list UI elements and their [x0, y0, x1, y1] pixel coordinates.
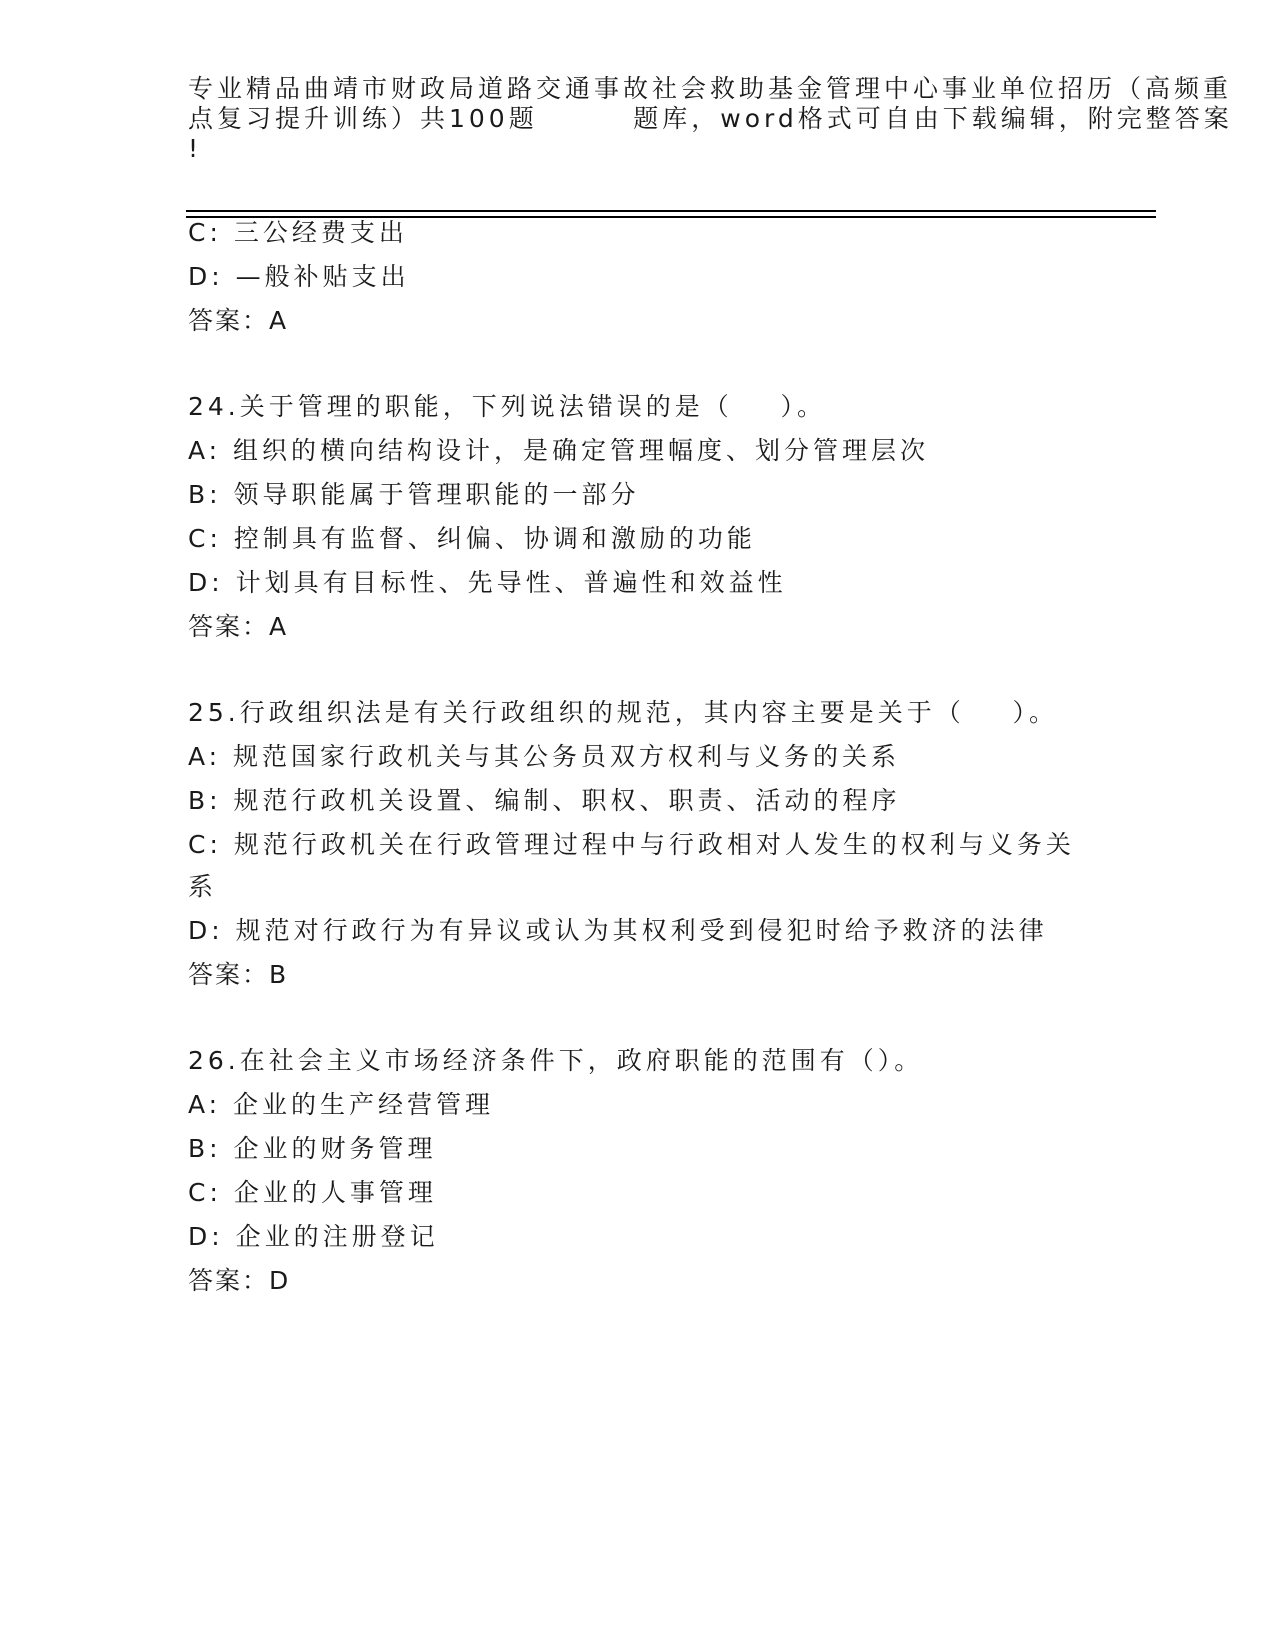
question-24-option-a: A: 组织的横向结构设计，是确定管理幅度、划分管理层次: [188, 436, 930, 465]
question-25-option-c: C: 规范行政机关在行政管理过程中与行政相对人发生的权利与义务关: [188, 830, 1075, 859]
document-header: [188, 74, 1233, 164]
header-line-2: 点复习提升训练）共100题 题库，word格式可自由下载编辑，附完整答案: [188, 104, 1233, 133]
header-divider-top: [186, 210, 1156, 212]
prev-option-d: D: —般补贴支出: [188, 262, 410, 291]
question-25-option-a: A: 规范国家行政机关与其公务员双方权利与义务的关系: [188, 742, 901, 771]
question-26-option-a: A: 企业的生产经营管理: [188, 1090, 495, 1119]
answer-label: 答案：: [188, 306, 270, 335]
answer-label: 答案：: [188, 612, 270, 641]
question-24-option-b: B: 领导职能属于管理职能的一部分: [188, 480, 640, 509]
answer-value: A: [269, 612, 287, 641]
question-26-option-c: C: 企业的人事管理: [188, 1178, 437, 1207]
question-26-answer: [188, 1266, 288, 1296]
answer-label: 答案：: [188, 960, 270, 989]
header-line-1: 专业精品曲靖市财政局道路交通事故社会救助基金管理中心事业单位招历（高频重: [188, 74, 1233, 103]
question-25-answer: [188, 960, 286, 990]
answer-value: D: [269, 1266, 289, 1295]
prev-option-c: C: 三公经费支出: [188, 218, 408, 247]
question-24-answer: [188, 612, 286, 642]
question-25-stem: 25.行政组织法是有关行政组织的规范，其内容主要是关于（ ）。: [188, 698, 1059, 727]
header-line-3: !: [188, 134, 203, 163]
question-24-option-d: D: 计划具有目标性、先导性、普遍性和效益性: [188, 568, 787, 597]
prev-answer: [188, 306, 286, 336]
answer-value: A: [269, 306, 287, 335]
question-25-option-b: B: 规范行政机关设置、编制、职权、职责、活动的程序: [188, 786, 901, 815]
question-24-option-c: C: 控制具有监督、纠偏、协调和激励的功能: [188, 524, 756, 553]
question-25-option-d: D: 规范对行政行为有异议或认为其权利受到侵犯时给予救济的法律: [188, 916, 1048, 945]
question-26-option-b: B: 企业的财务管理: [188, 1134, 437, 1163]
question-26-stem: 26.在社会主义市场经济条件下，政府职能的范围有（）。: [188, 1046, 924, 1075]
question-24-stem: 24.关于管理的职能，下列说法错误的是（ ）。: [188, 392, 827, 421]
answer-value: B: [269, 960, 287, 989]
answer-label: 答案：: [188, 1266, 270, 1295]
question-25-option-c-wrap: 系: [188, 872, 218, 901]
question-26-option-d: D: 企业的注册登记: [188, 1222, 439, 1251]
